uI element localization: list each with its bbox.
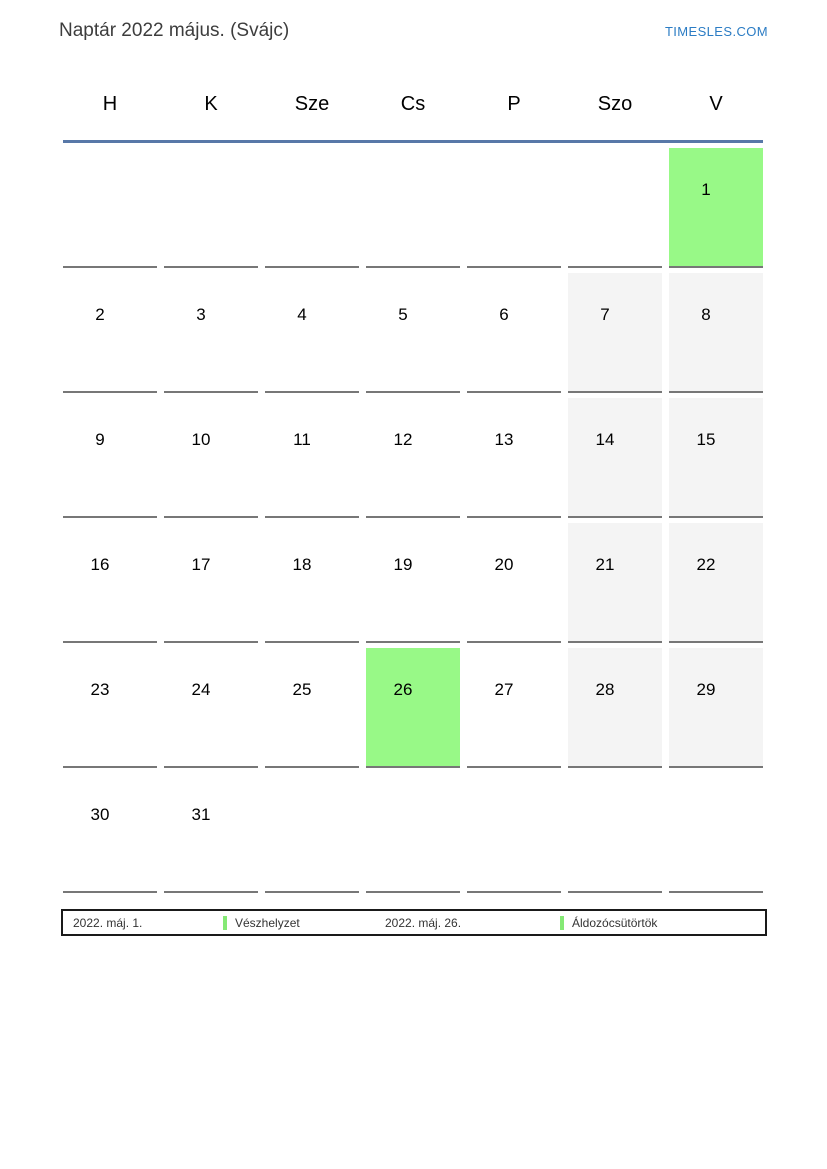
- day-cell-weekend: [669, 648, 763, 768]
- day-cell: [366, 523, 460, 643]
- day-cell-weekend: [568, 273, 662, 393]
- day-number: 5: [398, 305, 408, 324]
- day-number: 26: [393, 680, 413, 699]
- day-number: 27: [494, 680, 514, 699]
- day-cell-weekend: [568, 398, 662, 518]
- weekday-header-p: P: [507, 92, 521, 115]
- day-number: 24: [191, 680, 211, 699]
- legend-label-1: Vészhelyzet: [235, 915, 300, 930]
- day-number: 21: [595, 555, 615, 574]
- day-cell: [63, 773, 157, 893]
- weekday-header-szo: Szo: [597, 92, 633, 115]
- site-link[interactable]: TIMESLES.COM: [664, 24, 768, 39]
- day-cell: [164, 523, 258, 643]
- day-cell: [63, 148, 157, 268]
- day-cell: [164, 773, 258, 893]
- day-cell: [467, 398, 561, 518]
- day-number: 9: [95, 430, 105, 449]
- weekday-header-row: [63, 84, 763, 124]
- holiday-marker-icon: [223, 916, 227, 930]
- day-cell-weekend: [669, 273, 763, 393]
- day-cell-weekend: [669, 398, 763, 518]
- day-cell-weekend: [568, 648, 662, 768]
- day-cell-weekend: [568, 523, 662, 643]
- page-title: Naptár 2022 május. (Svájc): [59, 20, 290, 41]
- legend-bar: [61, 909, 767, 936]
- day-cell: [265, 148, 359, 268]
- day-number: 3: [196, 305, 206, 324]
- day-number: 18: [292, 555, 312, 574]
- calendar-grid: [63, 148, 763, 893]
- day-cell: [568, 773, 662, 893]
- day-number: 22: [696, 555, 716, 574]
- day-number: 13: [494, 430, 514, 449]
- day-cell: [467, 773, 561, 893]
- day-cell: [467, 273, 561, 393]
- day-cell: [63, 648, 157, 768]
- day-number: 6: [499, 305, 509, 324]
- day-number: 11: [293, 430, 311, 449]
- header-rule: [63, 140, 763, 143]
- day-cell: [265, 398, 359, 518]
- weekday-header-k: K: [204, 92, 218, 115]
- weekday-header-sze: Sze: [294, 92, 330, 115]
- day-cell: [467, 523, 561, 643]
- day-cell: [63, 523, 157, 643]
- day-cell: [568, 148, 662, 268]
- day-number: 23: [90, 680, 110, 699]
- weekday-header-h: H: [102, 92, 118, 115]
- day-cell-weekend: [669, 523, 763, 643]
- day-number: 2: [95, 305, 105, 324]
- day-number: 16: [90, 555, 110, 574]
- day-cell: [164, 398, 258, 518]
- day-cell: [265, 773, 359, 893]
- day-cell-holiday: [669, 148, 763, 268]
- day-number: 7: [600, 305, 610, 324]
- day-number: 15: [696, 430, 716, 449]
- day-number: 1: [701, 180, 711, 199]
- legend-date-2: 2022. máj. 26.: [385, 915, 462, 930]
- day-number: 29: [696, 680, 716, 699]
- day-cell: [63, 273, 157, 393]
- legend-label-2: Áldozócsütörtök: [572, 915, 658, 930]
- day-number: 12: [393, 430, 413, 449]
- day-cell: [164, 648, 258, 768]
- day-cell: [265, 273, 359, 393]
- day-cell: [164, 148, 258, 268]
- day-number: 30: [90, 805, 110, 824]
- day-cell: [366, 773, 460, 893]
- day-cell: [467, 148, 561, 268]
- day-cell: [63, 398, 157, 518]
- day-number: 28: [595, 680, 615, 699]
- day-number: 14: [595, 430, 615, 449]
- day-number: 17: [191, 555, 211, 574]
- weekday-header-v: V: [709, 92, 723, 115]
- day-number: 10: [191, 430, 211, 449]
- day-number: 25: [292, 680, 312, 699]
- day-cell: [366, 148, 460, 268]
- day-cell: [669, 773, 763, 893]
- day-cell: [366, 273, 460, 393]
- weekday-header-cs: Cs: [400, 92, 426, 115]
- day-cell: [164, 273, 258, 393]
- legend-date-1: 2022. máj. 1.: [73, 915, 143, 930]
- day-number: 4: [297, 305, 307, 324]
- day-number: 20: [494, 555, 514, 574]
- holiday-marker-icon: [560, 916, 564, 930]
- day-cell: [265, 648, 359, 768]
- day-cell: [366, 398, 460, 518]
- day-cell-holiday: [366, 648, 460, 768]
- day-number: 31: [191, 805, 211, 824]
- day-cell: [467, 648, 561, 768]
- day-number: 19: [393, 555, 413, 574]
- day-cell: [265, 523, 359, 643]
- day-number: 8: [701, 305, 711, 324]
